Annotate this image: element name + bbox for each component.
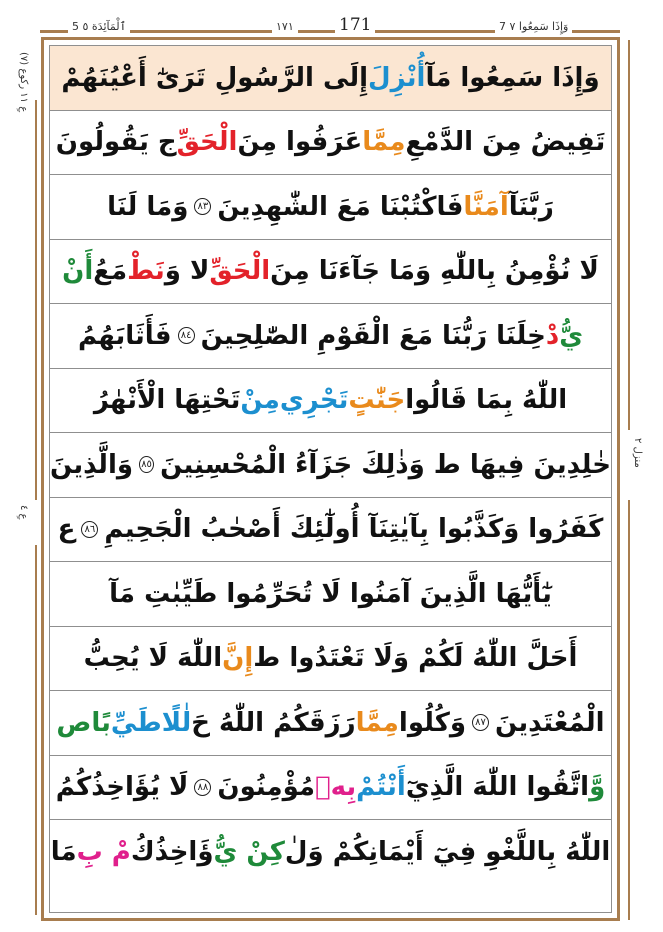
verse-segment: مُؤْمِنُونَ [217, 772, 315, 803]
verse-segment: اتَّقُوا اللّٰهَ الَّذِيٓ [405, 772, 590, 803]
ayah-number-marker: ٨٤ [178, 327, 195, 344]
verse-line [50, 562, 611, 627]
left-margin-rule [35, 545, 37, 915]
verse-segment: بِهٖ [314, 772, 357, 803]
verse-line [50, 820, 611, 885]
verse-segment: مِمَّا [362, 127, 406, 158]
verse-segment: أَحَلَّ اللّٰهُ لَكُمْ وَلَا تَعْتَدُوا ط [253, 643, 578, 674]
verse-segment: وَكُلُوا [398, 707, 467, 738]
verse-segment: كَفَرُوا وَكَذَّبُوا بِآيٰتِنَآ أُولٰٓئِكَ أَصْحٰبُ الْجَحِيمِ [104, 514, 604, 545]
verse-segment: رَبَّنَآ [508, 191, 554, 222]
verse-segment: ج يَقُولُونَ [55, 127, 177, 158]
surah-label: 5 ٱلْمَآئِدَة ٥ [68, 20, 130, 34]
verse-line [50, 691, 611, 756]
verse-segment: أَنْ [62, 256, 94, 287]
verse-segment: أَنْتُمْ [356, 772, 406, 803]
ruku-note: (٧) عِ ١١ ركوع [18, 52, 29, 113]
verse-segment: تَجْرِي [279, 385, 349, 416]
verse-segment: يُّ [559, 320, 584, 351]
verse-segment: آمَنَّا [463, 191, 509, 222]
verse-segment: خِلَنَا رَبُّنَا مَعَ الْقَوْمِ الصّٰلِحِينَ [200, 320, 546, 351]
verse-segment: لَا نُؤْمِنُ بِاللّٰهِ وَمَا جَآءَنَا مِنَ [270, 256, 599, 287]
verse-segment: دْ [545, 320, 560, 351]
verse-segment: وَّ [589, 772, 606, 803]
verse-segment: جَنّٰتٍ [348, 385, 406, 416]
verse-segment: إِلَى الرَّسُولِ تَرَىٰٓ أَعْيُنَهُمْ [61, 62, 369, 93]
right-margin-rule [628, 40, 630, 430]
verse-segment: رَزَقَكُمُ اللّٰهُ حَ [191, 707, 356, 738]
verse-segment: مِمَّا [355, 707, 399, 738]
verse-segment: ع [57, 514, 76, 545]
verse-segment: ؤَاخِذُكُ [130, 837, 214, 868]
verse-line [50, 304, 611, 369]
left-margin-rule [35, 100, 37, 500]
verse-segment: أُنْزِلَ [368, 62, 426, 93]
ayah-number-marker: ٨٨ [194, 779, 211, 796]
text-area [49, 45, 612, 913]
verse-segment: لَا يُؤَاخِذُكُمُ [55, 772, 189, 803]
verse-segment: اللّٰهُ بِاللَّغْوِ فِيٓ أَيْمَانِكُمْ وَلٰ [284, 837, 611, 868]
verse-segment: وَالَّذِينَ [50, 449, 134, 480]
verse-segment: الْمُعْتَدِينَ [495, 707, 605, 738]
verse-segment: تَفِيضُ مِنَ الدَّمْعِ [405, 127, 606, 158]
verse-segment: وَإِذَا سَمِعُوا مَآ [425, 62, 600, 93]
verse-segment: خٰلِدِينَ فِيهَا ط وَذٰلِكَ جَزَآءُ الْمُحْسِنِينَ [160, 449, 611, 480]
ayah-number-marker: ٨٥ [139, 456, 154, 473]
ruku-end-mark: عِ ٤ [18, 505, 29, 520]
verse-segment: بًا [91, 707, 111, 738]
para-label: 7 وَإِذَا سَمِعُوا ٧ [495, 20, 572, 34]
verse-segment: عَرَفُوا مِنَ [237, 127, 363, 158]
verse-segment: لا وَ [164, 256, 210, 287]
verse-segment: نَطْ [127, 256, 165, 287]
verse-line [50, 240, 611, 305]
verse-segment: إِنَّ [222, 643, 254, 674]
verse-segment: تَحْتِهَا الْأَنْهٰرُ [93, 385, 241, 416]
verse-segment: كِنْ يُّ [213, 837, 285, 868]
page-number: 171 [335, 15, 375, 35]
verse-segment: طَيِّ [110, 707, 162, 738]
verse-segment: يٰٓأَيُّهَا الَّذِينَ آمَنُوا لَا تُحَرِّمُوا طَيِّبٰتِ مَآ [109, 578, 552, 609]
ayah-number-marker: ٨٧ [472, 714, 489, 731]
verse-segment: فَاكْتُبْنَا مَعَ الشّٰهِدِينَ [217, 191, 464, 222]
verse-line [50, 756, 611, 821]
verse-segment: مَعُ [93, 256, 128, 287]
page-header [40, 14, 620, 38]
verse-segment: مَا [50, 837, 77, 868]
page-number-urdu: ١٧١ [272, 20, 298, 34]
ayah-number-marker: ٨٣ [194, 198, 211, 215]
verse-line [50, 369, 611, 434]
page-frame [41, 37, 620, 921]
verse-line [50, 498, 611, 563]
verse-line [50, 627, 611, 692]
verse-segment: لٰلًا [161, 707, 192, 738]
verse-segment: اللّٰهُ بِمَا قَالُوا [405, 385, 568, 416]
verse-segment: الْحَقِّ [176, 127, 238, 158]
verse-segment: الْحَقِّ [209, 256, 271, 287]
verse-segment: ص [56, 707, 92, 738]
verse-segment: فَأَثَابَهُمُ [77, 320, 172, 351]
verse-segment: مْ بِ [76, 837, 131, 868]
verse-line [50, 175, 611, 240]
verse-segment: وَمَا لَنَا [107, 191, 189, 222]
verse-line [50, 111, 611, 176]
verse-segment: اللّٰهَ لَا يُحِبُّ [83, 643, 223, 674]
verse-line [50, 433, 611, 498]
ayah-number-marker: ٨٦ [81, 521, 98, 538]
right-margin-rule [628, 500, 630, 920]
verse-segment: مِنْ [240, 385, 280, 416]
verse-line [50, 46, 611, 111]
manzil-note: منزل ٢ [632, 438, 643, 468]
